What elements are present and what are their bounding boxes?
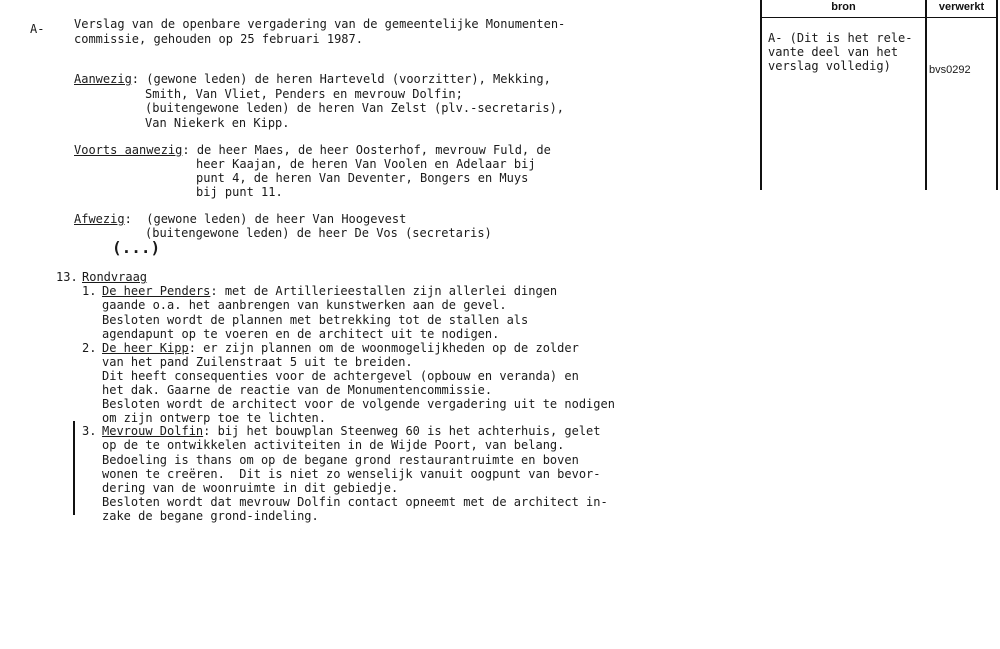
item-2-line: Besloten wordt de architect voor de volgende vergadering uit te nodigen xyxy=(102,397,615,411)
margin-bar xyxy=(73,421,75,515)
item-3-line: Bedoeling is thans om op de begane grond restaurantruimte en boven xyxy=(102,453,579,467)
item-1-first: : met de Artillerieestallen zijn allerlei dingen xyxy=(210,284,558,298)
item-1-line: gaande o.a. het aanbrengen van kunstwerken aan de gevel. xyxy=(102,298,507,312)
aanwezig-line-4: Van Niekerk en Kipp. xyxy=(145,116,290,130)
item-1-line: Besloten wordt de plannen met betrekking tot de stallen als xyxy=(102,313,529,327)
table-mid-border xyxy=(925,0,927,190)
table-right-border xyxy=(996,0,998,190)
afwezig-line-1: : (gewone leden) de heer Van Hoogevest xyxy=(124,212,407,226)
table-left-border xyxy=(760,0,762,190)
voorts-line-4: bij punt 11. xyxy=(196,185,283,199)
item-2-name: De heer Kipp xyxy=(102,341,189,355)
title-line-1: Verslag van de openbare vergadering van de gemeentelijke Monumenten- xyxy=(74,17,566,31)
afwezig-line-2: (buitengewone leden) de heer De Vos (secretaris) xyxy=(145,226,492,240)
item-3-first-line xyxy=(102,424,601,438)
title-line-2: commissie, gehouden op 25 februari 1987. xyxy=(74,32,363,46)
item-3-number: 3. xyxy=(82,424,97,438)
item-1-first-line xyxy=(102,284,557,298)
voorts-line-1: : de heer Maes, de heer Oosterhof, mevrouw Fuld, de xyxy=(182,143,551,157)
item-1-number: 1. xyxy=(82,284,97,298)
rondvraag-heading: Rondvraag xyxy=(82,270,148,284)
item-3-line: dering van de woonruimte in dit gebiedje. xyxy=(102,481,399,495)
voorts-line-3: punt 4, de heren Van Deventer, Bongers en Muys xyxy=(196,171,529,185)
verwerkt-code: bvs0292 xyxy=(929,64,971,76)
item-2-line: om zijn ontwerp toe te lichten. xyxy=(102,411,326,425)
header-verwerkt: verwerkt xyxy=(927,0,996,18)
afwezig-block xyxy=(74,212,406,226)
voorts-line-2: heer Kaajan, de heren Van Voolen en Adelaar bij xyxy=(196,157,536,171)
aanwezig-line-2: Smith, Van Vliet, Penders en mevrouw Dolfin; xyxy=(145,87,463,101)
item-1-name: De heer Penders xyxy=(102,284,211,298)
aanwezig-block xyxy=(74,72,551,86)
item-3-line: op de te ontwikkelen activiteiten in de Wijde Poort, van belang. xyxy=(102,438,565,452)
item-2-number: 2. xyxy=(82,341,97,355)
bron-line-2: vante deel van het xyxy=(768,45,899,59)
item-2-line: het dak. Gaarne de reactie van de Monumentencommissie. xyxy=(102,383,493,397)
item-2-first-line xyxy=(102,341,579,355)
item-2-line: Dit heeft consequenties voor de achtergevel (opbouw en veranda) en xyxy=(102,369,579,383)
voorts-label: Voorts aanwezig xyxy=(74,143,183,157)
item-3-line: Besloten wordt dat mevrouw Dolfin contact opneemt met de architect in- xyxy=(102,495,608,509)
aanwezig-line-1: : (gewone leden) de heren Harteveld (voorzitter), Mekking, xyxy=(131,72,551,86)
item-1-line: agendapunt op te voeren en de architect uit te nodigen. xyxy=(102,327,500,341)
bron-line-3: verslag volledig) xyxy=(768,59,891,73)
item-3-name: Mevrouw Dolfin xyxy=(102,424,204,438)
header-bron: bron xyxy=(762,0,925,18)
item-2-line: van het pand Zuilenstraat 5 uit te breiden. xyxy=(102,355,413,369)
item-2-first: : er zijn plannen om de woonmogelijkheden op de zolder xyxy=(188,341,579,355)
margin-mark: A- xyxy=(30,22,45,36)
item-3-line: zake de begane grond-indeling. xyxy=(102,509,319,523)
voorts-block xyxy=(74,143,551,157)
ellipsis: (...) xyxy=(112,238,161,257)
rondvraag-number: 13. xyxy=(56,270,78,284)
afwezig-label: Afwezig xyxy=(74,212,125,226)
item-3-line: wonen te creëren. Dit is niet zo wenselijk vanuit oogpunt van bevor- xyxy=(102,467,601,481)
aanwezig-label: Aanwezig xyxy=(74,72,132,86)
bron-line-1: A- (Dit is het rele- xyxy=(768,31,913,45)
aanwezig-line-3: (buitengewone leden) de heren Van Zelst (plv.-secretaris), xyxy=(145,101,565,115)
item-3-first: : bij het bouwplan Steenweg 60 is het achterhuis, gelet xyxy=(203,424,601,438)
